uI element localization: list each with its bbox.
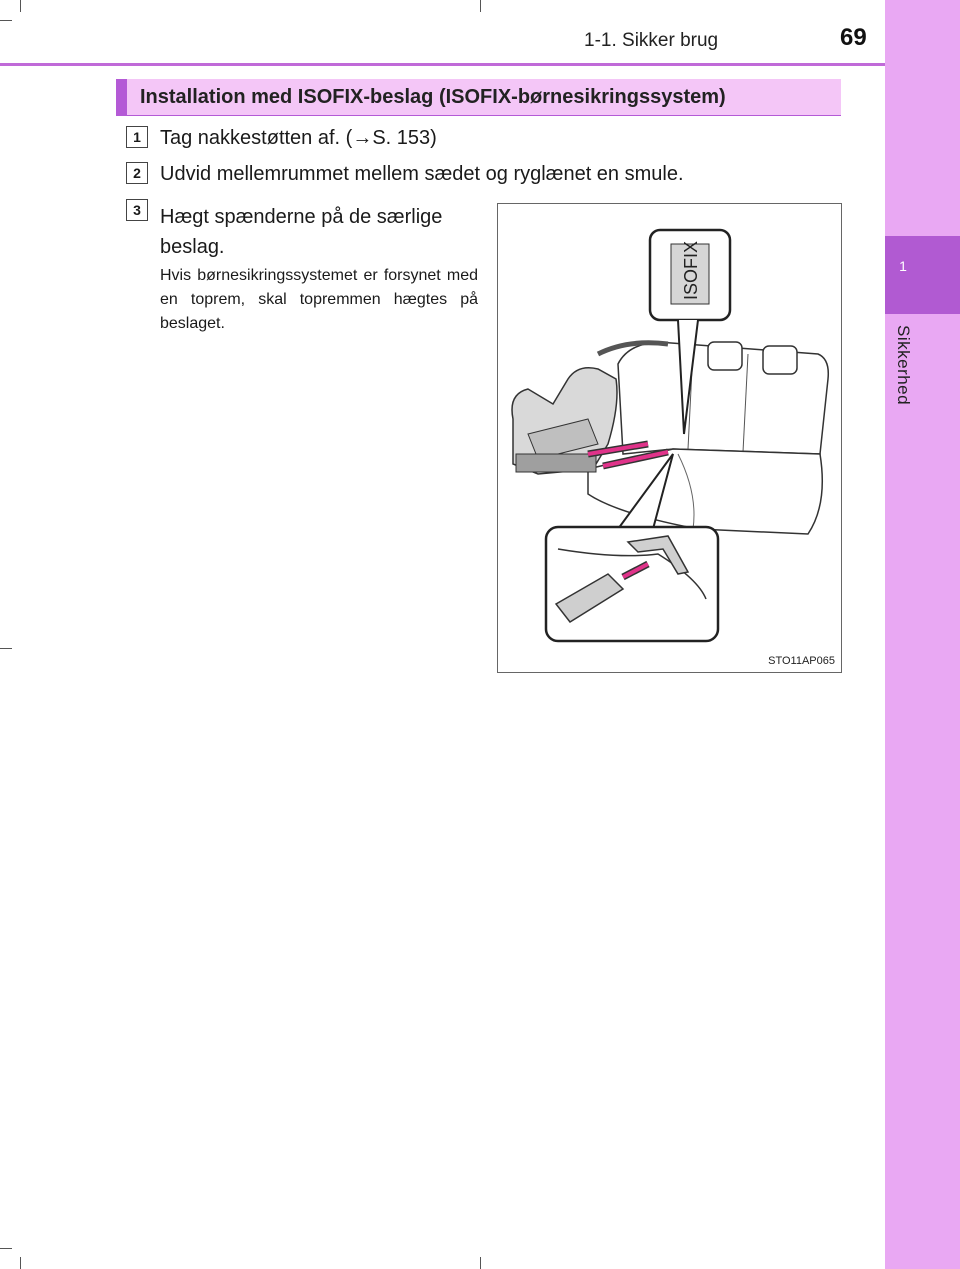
child-seat-base xyxy=(516,454,596,472)
crop-mark xyxy=(20,1257,21,1269)
isofix-tag-label: ISOFIX xyxy=(681,240,701,300)
step-2-text: Udvid mellemrummet mellem sædet og ryglænet en smule. xyxy=(160,163,684,185)
headrest xyxy=(708,342,742,370)
section-title: 1-1. Sikker brug xyxy=(584,30,719,51)
page-number: 69 xyxy=(840,24,867,51)
note-text: Hvis børnesikringssystemet er forsynet med en toprem, skal topremmen hægtes på beslaget. xyxy=(160,267,478,332)
crop-mark xyxy=(480,1257,481,1269)
chapter-tab[interactable] xyxy=(885,236,960,314)
crop-mark xyxy=(0,20,12,21)
chapter-number: 1 xyxy=(899,258,907,274)
step-3-text: Hægt spænderne på de særlige beslag. xyxy=(160,206,443,258)
crop-mark xyxy=(480,0,481,12)
step-number-badge: 3 xyxy=(126,199,148,221)
headrest xyxy=(763,346,797,374)
figure-code: STO11AP065 xyxy=(768,655,835,667)
crop-mark xyxy=(0,1248,12,1249)
isofix-illustration xyxy=(497,203,842,673)
header-rule xyxy=(0,63,885,66)
step-number-badge: 1 xyxy=(126,126,148,148)
section-banner xyxy=(116,79,841,116)
crop-mark xyxy=(0,648,12,649)
crop-mark xyxy=(20,0,21,12)
banner-title: Installation med ISOFIX-beslag (ISOFIX-børnesikringssystem) xyxy=(140,86,726,108)
chapter-label: Sikkerhed xyxy=(894,325,913,406)
step-number-badge: 2 xyxy=(126,162,148,184)
step-1-text: Tag nakkestøtten af. (→S. 153) xyxy=(160,127,437,149)
chapter-band xyxy=(885,0,960,1269)
rear-seat-diagram xyxy=(498,204,841,672)
